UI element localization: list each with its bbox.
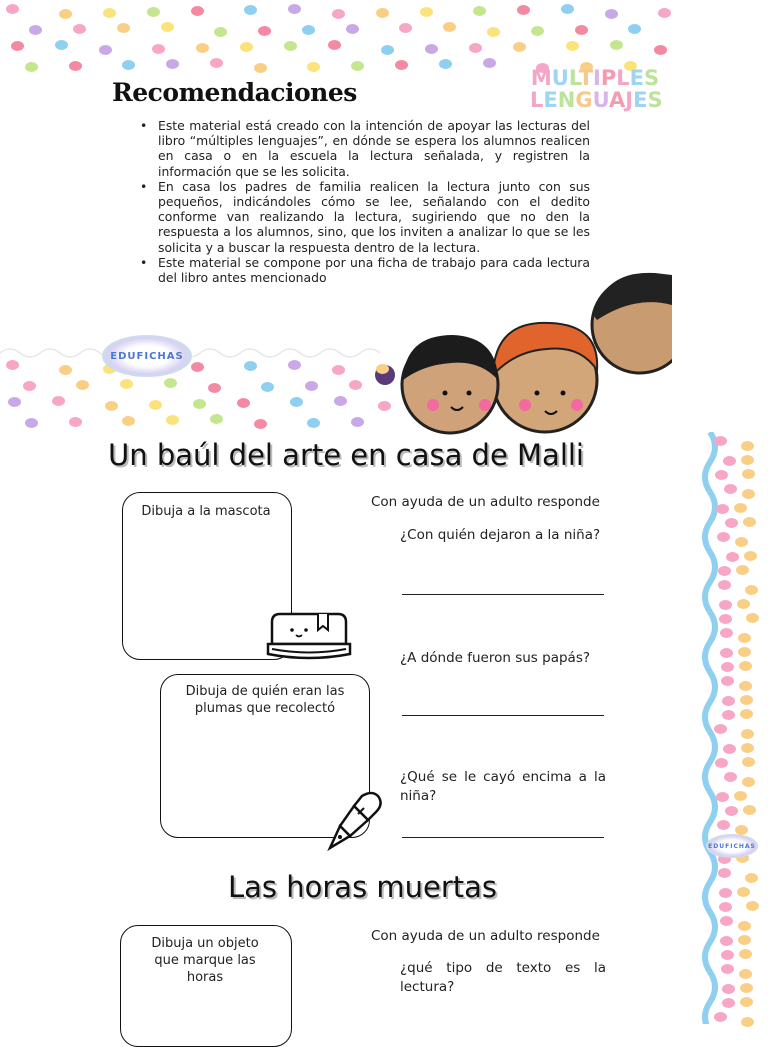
logo-letter: E xyxy=(633,88,648,112)
edufichas-logo-small-text: EDUFICHAS xyxy=(708,842,756,850)
section1-title: Un baúl del arte en casa de Malli xyxy=(108,438,584,472)
confetti-dot xyxy=(725,806,738,816)
confetti-dot xyxy=(658,8,671,18)
confetti-dot xyxy=(214,27,227,37)
confetti-dot xyxy=(531,26,544,36)
confetti-dot xyxy=(11,41,24,51)
confetti-dot xyxy=(99,45,112,55)
confetti-dot xyxy=(720,628,733,638)
confetti-dot xyxy=(744,551,757,561)
confetti-dot xyxy=(740,695,753,705)
draw-box-feathers-label: Dibuja de quién eran las plumas que recolectó xyxy=(185,684,345,716)
confetti-dot xyxy=(654,45,667,55)
confetti-dot xyxy=(443,22,456,32)
confetti-dot xyxy=(741,1017,754,1027)
confetti-dot xyxy=(605,9,618,19)
confetti-dot xyxy=(244,5,257,15)
confetti-dot xyxy=(288,4,301,14)
confetti-dot xyxy=(736,565,749,575)
confetti-dot xyxy=(718,580,731,590)
confetti-dot xyxy=(237,398,250,408)
confetti-dot xyxy=(734,791,747,801)
confetti-dot xyxy=(122,416,135,426)
confetti-dot xyxy=(349,380,362,390)
confetti-dot xyxy=(737,599,750,609)
confetti-dot xyxy=(69,417,82,427)
confetti-dot xyxy=(290,397,303,407)
confetti-dot xyxy=(59,365,72,375)
logo-letter: E xyxy=(543,88,558,112)
confetti-dot xyxy=(208,383,221,393)
confetti-dot xyxy=(715,470,728,480)
logo-letter: G xyxy=(575,88,593,112)
confetti-dot xyxy=(332,365,345,375)
confetti-dot xyxy=(714,436,727,446)
confetti-dot xyxy=(147,7,160,17)
confetti-dot xyxy=(161,22,174,32)
confetti-dot xyxy=(741,455,754,465)
confetti-dot xyxy=(723,456,736,466)
confetti-dot xyxy=(719,614,732,624)
confetti-dot xyxy=(738,647,751,657)
confetti-dot xyxy=(164,378,177,388)
confetti-dot xyxy=(724,484,737,494)
confetti-dot xyxy=(166,415,179,425)
confetti-dot xyxy=(740,983,753,993)
confetti-dot xyxy=(715,758,728,768)
confetti-dot xyxy=(722,984,735,994)
logo-letter: S xyxy=(647,88,663,112)
confetti-dot xyxy=(721,964,734,974)
confetti-dot xyxy=(714,1012,727,1022)
confetti-dot xyxy=(193,399,206,409)
confetti-dot xyxy=(105,401,118,411)
logo-letter: L xyxy=(568,66,579,90)
logo-letter: M xyxy=(530,66,552,90)
confetti-dot xyxy=(721,662,734,672)
confetti-dot xyxy=(307,418,320,428)
confetti-dot xyxy=(351,417,364,427)
confetti-dot xyxy=(196,43,209,53)
confetti-dot xyxy=(191,362,204,372)
confetti-dot xyxy=(742,777,755,787)
confetti-dot xyxy=(6,360,19,370)
confetti-dot xyxy=(738,935,751,945)
book-icon xyxy=(266,608,352,662)
confetti-dot xyxy=(52,396,65,406)
confetti-dot xyxy=(725,518,738,528)
question-4: ¿qué tipo de texto es la lectura? xyxy=(400,960,606,995)
confetti-dot xyxy=(258,26,271,36)
confetti-right xyxy=(708,432,768,1024)
confetti-dot xyxy=(244,361,257,371)
logo-letter: N xyxy=(557,88,576,112)
confetti-dot xyxy=(717,820,730,830)
confetti-dot xyxy=(149,400,162,410)
confetti-dot xyxy=(714,724,727,734)
confetti-dot xyxy=(734,503,747,513)
logo-line-1 xyxy=(530,68,660,90)
question-1: ¿Con quién dejaron a la niña? xyxy=(400,527,601,543)
draw-box-pet-label: Dibuja a la mascota xyxy=(141,504,271,519)
confetti-dot xyxy=(745,873,758,883)
confetti-dot xyxy=(738,921,751,931)
confetti-dot xyxy=(487,27,500,37)
logo-letter: U xyxy=(551,66,569,90)
confetti-dot xyxy=(575,25,588,35)
section2-title: Las horas muertas xyxy=(228,870,498,904)
confetti-dot xyxy=(103,8,116,18)
logo-letter: I xyxy=(593,66,601,90)
confetti-dot xyxy=(152,44,165,54)
confetti-dot xyxy=(720,648,733,658)
confetti-dot xyxy=(743,805,756,815)
logo-letter: J xyxy=(625,88,634,112)
confetti-dot xyxy=(76,380,89,390)
confetti-dot xyxy=(739,949,752,959)
confetti-dot xyxy=(334,396,347,406)
confetti-middle xyxy=(0,356,672,432)
confetti-dot xyxy=(741,729,754,739)
confetti-dot xyxy=(723,744,736,754)
edufichas-logo xyxy=(102,335,192,377)
logo-letter: T xyxy=(578,66,594,90)
question-2: ¿A dónde fueron sus papás? xyxy=(400,650,591,666)
logo-letter: L xyxy=(616,66,630,90)
question-3: ¿Qué se le cayó encima a la niña? xyxy=(400,769,606,804)
confetti-dot xyxy=(517,5,530,15)
confetti-dot xyxy=(254,419,267,429)
confetti-dot xyxy=(722,998,735,1008)
logo-letter: L xyxy=(530,88,544,112)
confetti-dot xyxy=(721,950,734,960)
confetti-dot xyxy=(117,23,130,33)
confetti-dot xyxy=(261,382,274,392)
pen-icon xyxy=(322,790,384,852)
confetti-dot xyxy=(346,24,359,34)
confetti-dot xyxy=(719,902,732,912)
answer-line-1[interactable] xyxy=(402,594,604,595)
confetti-dot xyxy=(302,25,315,35)
logo-letter: S xyxy=(644,66,660,90)
confetti-dot xyxy=(742,489,755,499)
confetti-dot xyxy=(55,40,68,50)
confetti-dot xyxy=(240,42,253,52)
confetti-dot xyxy=(381,45,394,55)
confetti-dot xyxy=(737,887,750,897)
confetti-dot xyxy=(742,757,755,767)
confetti-dot xyxy=(739,681,752,691)
confetti-dot xyxy=(726,552,739,562)
logo-letter: E xyxy=(629,66,645,90)
confetti-dot xyxy=(724,772,737,782)
confetti-dot xyxy=(513,42,526,52)
section1-instruction: Con ayuda de un adulto responde xyxy=(371,494,600,510)
recommendation-item: • En casa los padres de familia realicen la lectura junto con sus pequeños, indicándoles cómo se lee, señalando con el dedito conforme van realizando la lectura, sugiriendo que no den la respuesta a los alumnos, sino, que los inviten a analizar lo que se les solicita y a buscar la respuesta dentro de la lectura. xyxy=(140,179,590,255)
confetti-dot xyxy=(288,360,301,370)
section2-instruction: Con ayuda de un adulto responde xyxy=(371,928,600,944)
edufichas-logo-small xyxy=(706,834,758,858)
confetti-dot xyxy=(742,469,755,479)
right-wavy-strip xyxy=(698,432,768,1024)
multiples-lenguajes-logo xyxy=(530,66,663,112)
confetti-dot xyxy=(566,41,579,51)
confetti-dot xyxy=(716,504,729,514)
confetti-dot xyxy=(722,696,735,706)
confetti-dot xyxy=(741,441,754,451)
confetti-dot xyxy=(738,633,751,643)
confetti-dot xyxy=(720,916,733,926)
confetti-dot xyxy=(23,381,36,391)
confetti-dot xyxy=(191,6,204,16)
confetti-dot xyxy=(284,41,297,51)
confetti-dot xyxy=(376,8,389,18)
confetti-dot xyxy=(6,4,19,14)
logo-letter: A xyxy=(608,88,626,112)
answer-line-2[interactable] xyxy=(402,715,604,716)
confetti-dot xyxy=(469,43,482,53)
confetti-dot xyxy=(743,517,756,527)
confetti-dot xyxy=(717,532,730,542)
confetti-dot xyxy=(745,585,758,595)
confetti-dot xyxy=(120,379,133,389)
confetti-dot xyxy=(305,381,318,391)
confetti-dot xyxy=(73,24,86,34)
logo-letter: U xyxy=(592,88,609,112)
confetti-dot xyxy=(746,613,759,623)
logo-letter: P xyxy=(600,66,617,90)
confetti-dot xyxy=(719,600,732,610)
edufichas-logo-text: EDUFICHAS xyxy=(110,350,184,362)
confetti-dot xyxy=(399,23,412,33)
confetti-dot xyxy=(746,901,759,911)
confetti-dot xyxy=(740,709,753,719)
confetti-dot xyxy=(420,7,433,17)
confetti-dot xyxy=(378,401,391,411)
confetti-dot xyxy=(25,418,38,428)
confetti-dot xyxy=(628,24,641,34)
confetti-dot xyxy=(376,364,389,374)
logo-line-2 xyxy=(530,88,663,112)
recommendation-item: • Este material está creado con la intención de apoyar las lecturas del libro “múltiples lenguajes”, en dónde se espera los alumnos realicen en casa o en la escuela la lectura señalada, y registren la información que se les solicita. xyxy=(140,118,590,179)
confetti-dot xyxy=(59,9,72,19)
confetti-dot xyxy=(739,969,752,979)
confetti-dot xyxy=(716,792,729,802)
confetti-dot xyxy=(740,997,753,1007)
confetti-dot xyxy=(328,40,341,50)
confetti-dot xyxy=(210,414,223,424)
confetti-dot xyxy=(721,676,734,686)
confetti-dot xyxy=(741,743,754,753)
confetti-dot xyxy=(610,40,623,50)
answer-line-3[interactable] xyxy=(402,837,604,838)
recommendations-list xyxy=(140,118,590,285)
confetti-dot xyxy=(722,710,735,720)
confetti-dot xyxy=(739,661,752,671)
confetti-dot xyxy=(718,566,731,576)
confetti-dot xyxy=(720,936,733,946)
confetti-dot xyxy=(332,9,345,19)
confetti-dot xyxy=(425,44,438,54)
recommendation-item: • Este material se compone por una ficha de trabajo para cada lectura del libro antes mencionado xyxy=(140,255,590,285)
draw-box-clock-object-label: Dibuja un objeto que marque las horas xyxy=(151,936,259,985)
confetti-dot xyxy=(735,537,748,547)
confetti-dot xyxy=(8,397,21,407)
confetti-dot xyxy=(473,6,486,16)
confetti-dot xyxy=(719,888,732,898)
confetti-dot xyxy=(718,868,731,878)
confetti-dot xyxy=(561,4,574,14)
recommendations-title: Recomendaciones xyxy=(112,78,357,107)
confetti-dot xyxy=(29,25,42,35)
